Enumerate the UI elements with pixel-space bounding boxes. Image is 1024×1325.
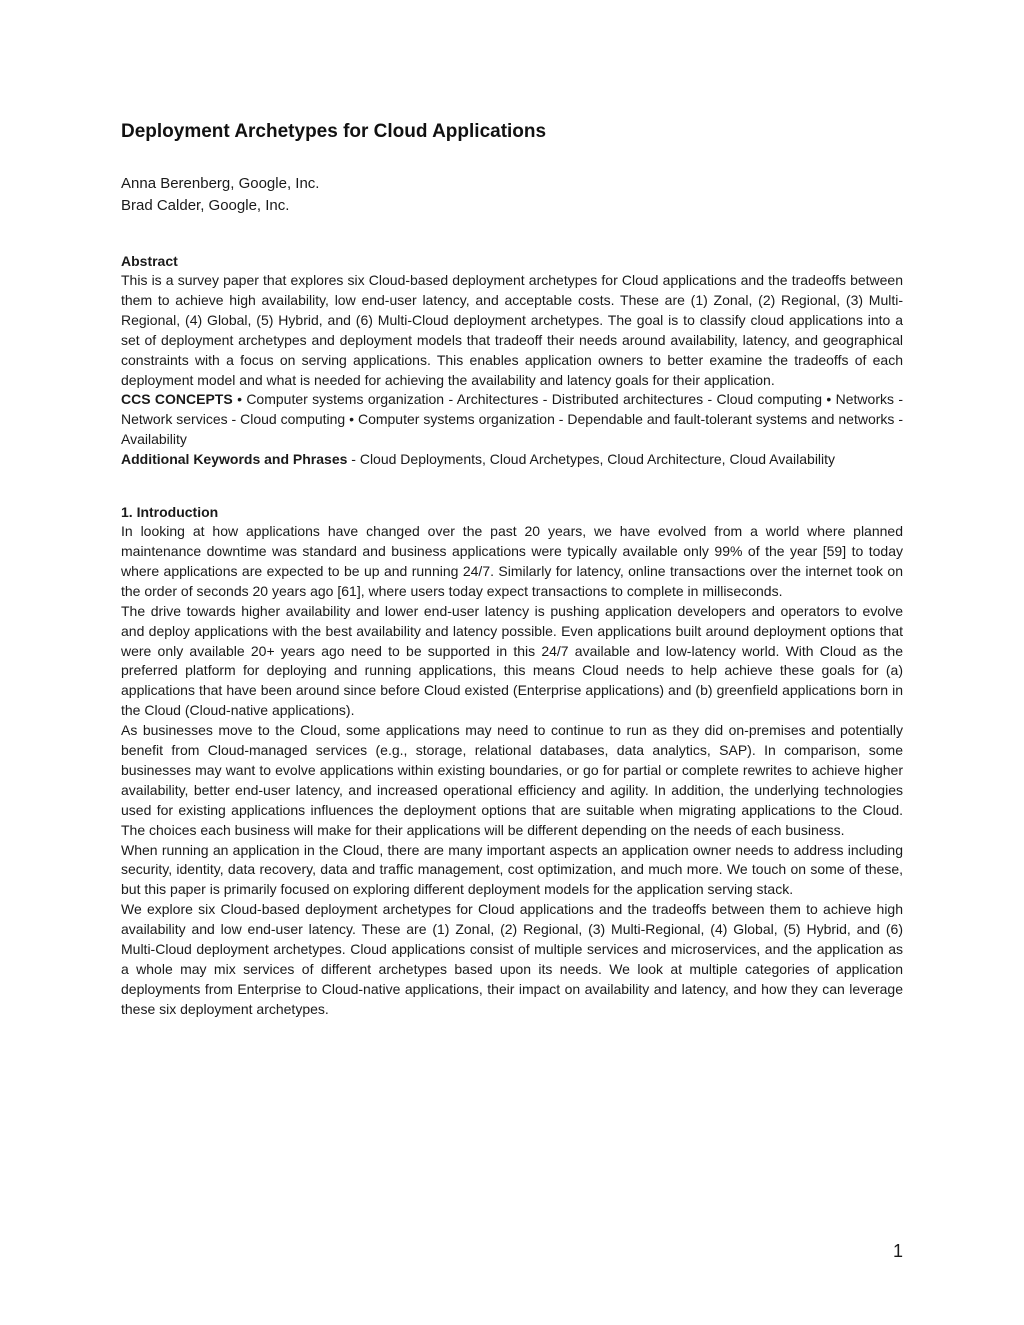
author-1: Anna Berenberg, Google, Inc. [121, 175, 320, 192]
intro-paragraph-4: When running an application in the Cloud, there are many important aspects an application owner needs to address including security, identity, data recovery, data and traffic management, cost optimization, and much more. We touch on some of these, but this paper is primarily focused on exploring different deployment models for the application serving stack. [121, 841, 903, 898]
additional-keywords [121, 450, 903, 470]
intro-paragraph-3: As businesses move to the Cloud, some applications may need to continue to run as they did on-premises and potentially benefit from Cloud-managed services (e.g., storage, relational databases, data analytics, SAP). In comparison, some businesses may want to evolve applications within existing boundaries, or go for partial or complete rewrites to achieve higher availability, better end-user latency, and increased operational efficiency and agility. In addition, the underlying technologies used for existing applications influences the deployment options that are suitable when migrating applications to the Cloud. The choices each business will make for their applications will be different depending on the needs of each business. [121, 722, 903, 838]
page-number: 1 [893, 1241, 904, 1261]
ccs-text: • Computer systems organization - Architectures - Distributed architectures - Cloud computing • Networks - Network services - Cloud computing • Computer systems organization - Dependable and fault-tolerant systems and networks - Availability [121, 391, 904, 448]
author-2: Brad Calder, Google, Inc. [121, 197, 290, 214]
abstract-heading: Abstract [121, 253, 178, 269]
intro-paragraph-1: In looking at how applications have changed over the past 20 years, we have evolved from a world where planned maintenance downtime was standard and business applications were typically available only 99% of the year [59] to today where applications are expected to be up and running 24/7. Similarly for latency, online transactions over the internet took on the order of seconds 20 years ago [61], where users today expect transactions to complete in milliseconds. [121, 523, 903, 599]
keywords-text: - Cloud Deployments, Cloud Archetypes, Cloud Architecture, Cloud Availability [347, 451, 836, 468]
intro-paragraph-2: The drive towards higher availability and lower end-user latency is pushing application developers and operators to evolve and deploy applications with the best availability and latency possible. Even applications built around deployment options that were only available 20+ years ago need to be supported in this 24/7 available and low-latency world. With Cloud as the preferred platform for deploying and running applications, this means Cloud needs to help achieve these goals for (a) applications that have been around since before Cloud existed (Enterprise applications) and (b) greenfield applications born in the Cloud (Cloud-native applications). [121, 602, 903, 719]
abstract-text: This is a survey paper that explores six Cloud-based deployment archetypes for Cloud applications and the tradeoffs between them to achieve high availability, low end-user latency, and acceptable costs. These are (1) Zonal, (2) Regional, (3) Multi-Regional, (4) Global, (5) Hybrid, and (6) Multi-Cloud deployment archetypes. The goal is to classify cloud applications into a set of deployment archetypes and deployment models that tradeoff their needs around availability, latency, and geographical constraints with a focus on serving applications. This enables application owners to better examine the tradeoffs of each deployment model and what is needed for achieving the availability and latency goals for their application. [121, 272, 903, 388]
paper-page [121, 118, 903, 1020]
paper-title: Deployment Archetypes for Cloud Applications [121, 121, 547, 142]
keywords-label: Additional Keywords and Phrases [121, 451, 348, 468]
author-list [121, 173, 903, 217]
ccs-concepts [121, 390, 903, 450]
ccs-label: CCS CONCEPTS [121, 391, 233, 408]
introduction-heading: 1. Introduction [121, 504, 219, 521]
intro-paragraph-5: We explore six Cloud-based deployment archetypes for Cloud applications and the tradeoffs between them to achieve high availability and low end-user latency. These are (1) Zonal, (2) Regional, (3) Multi-Regional, (4) Global, (5) Hybrid, and (6) Multi-Cloud deployment archetypes. Cloud applications consist of multiple services and microservices, and the application as a whole may mix services of different archetypes based upon its needs. We look at multiple categories of application deployments from Enterprise to Cloud-native applications, their impact on availability and latency, and how they can leverage these six deployment archetypes. [121, 901, 903, 1017]
